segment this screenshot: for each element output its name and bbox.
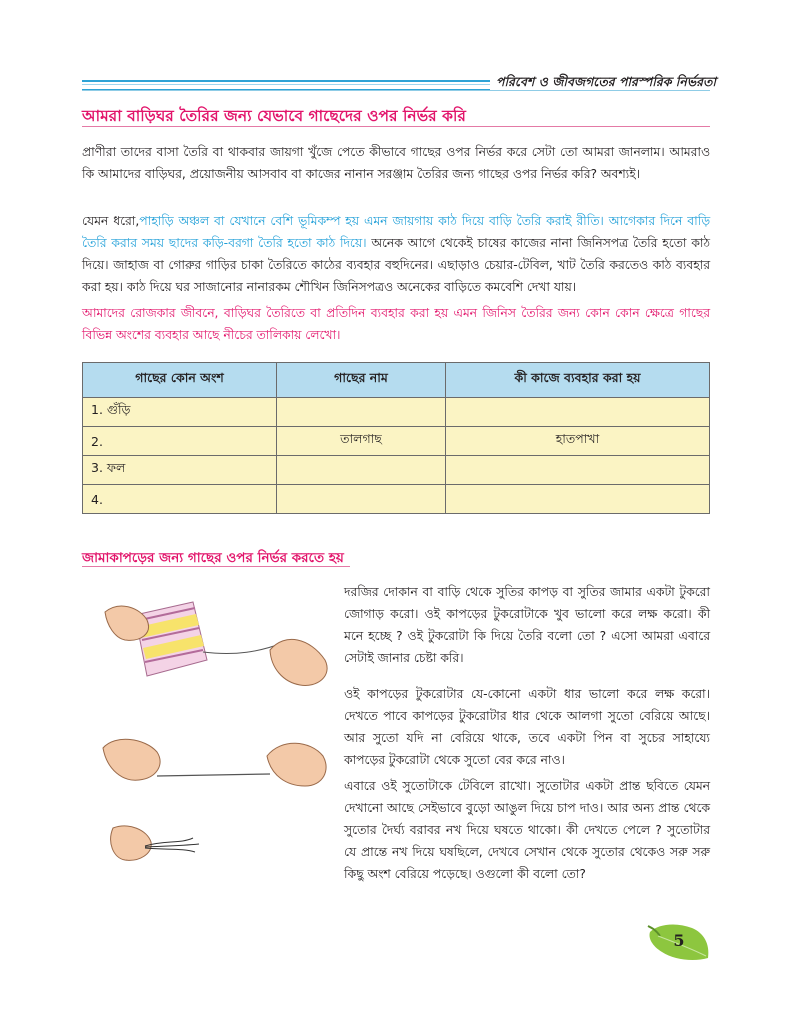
paragraph-cloth-edge: ওই কাপড়ের টুকরোটার যে-কোনো একটা ধার ভালো করে লক্ষ করো। দেখতে পাবে কাপড়ের টুকরোটার ধার থেকে আলগা সুতো বেরিয়ে আছে। আর সুতো যদি না বেরিয়ে থাকে, তবে একটা পিন বা সুচের সাহায্যে কাপড়ের টুকরোটা থেকে সুতো বের করে নাও। xyxy=(344,687,710,767)
table-cell[interactable] xyxy=(446,485,710,514)
table-cell[interactable]: 1. গুঁড়ি xyxy=(83,398,277,427)
activity-instruction: আমাদের রোজকার জীবনে, বাড়িঘর তৈরিতে বা প্রতিদিন ব্যবহার করা হয় এমন জিনিস তৈরির জন্য কোন কোন ক্ষেত্রে গাছের বিভিন্ন অংশের ব্যবহার আছে নীচের তালিকায় লেখো। xyxy=(82,306,710,342)
table-header-row xyxy=(83,363,710,398)
header-tree-name: গাছের নাম xyxy=(277,363,446,398)
finger xyxy=(111,826,152,860)
right-hand xyxy=(267,743,326,786)
page-number-badge xyxy=(646,918,712,964)
left-hand xyxy=(105,606,148,640)
cloth-thread-illustration xyxy=(95,590,335,710)
thread-line xyxy=(157,774,270,776)
page-number: 5 xyxy=(673,931,685,950)
paragraph-continuation: অনেক আগে থেকেই চাষের কাজের নানা জিনিসপত্র তৈরি হতো কাঠ দিয়ে। জাহাজ বা গোরুর গাড়ির চাকা তৈরিতে কাঠের ব্যবহার বহুদিনের। এছাড়াও চেয়ার-টেবিল, খাট তৈরি করতেও কাঠ ব্যবহার করা হয়। কাঠ দিয়ে ঘর সাজানোর নানারকম শৌখিন জিনিসপত্রও অনেকের বাড়িতে কমবেশি দেখা যায়। xyxy=(82,236,710,294)
paragraph-wood-uses xyxy=(82,210,710,298)
paragraph-cloth-collect: দরজির দোকান বা বাড়ি থেকে সুতির কাপড় বা সুতির জামার একটা টুকরো জোগাড় করো। ওই কাপড়ের টুকরোটাকে খুব ভালো করে লক্ষ করো। কী মনে হচ্ছে ? ওই টুকরোটা কি দিয়ে তৈরি বলো তো ? এসো আমরা এবারে সেটাই জানার চেষ্টা করি। xyxy=(344,585,710,665)
frayed-fibre-illustration xyxy=(95,818,235,868)
paragraph-thread-rub: এবারে ওই সুতোটাকে টেবিলে রাখো। সুতোটার একটা প্রান্ত ছবিতে যেমন দেখানো আছে সেইভাবে বুড়ো আঙুল দিয়ে চাপ দাও। আর অন্য প্রান্ত থেকে সুতোর দৈর্ঘ্য বরাবর নখ দিয়ে ঘষতে থাকো। কী দেখতে পেলে ? সুতোটার যে প্রান্তে নখ দিয়ে ঘষছিলে, দেখবে সেখান থেকে সুতোর থেকেও সরু সরু কিছু অংশ বেরিয়ে পড়েছে। ওগুলো কী বলো তো? xyxy=(344,779,710,881)
table-cell[interactable] xyxy=(277,398,446,427)
table-cell[interactable] xyxy=(277,456,446,485)
paragraph-intro: প্রাণীরা তাদের বাসা তৈরি বা থাকবার জায়গা খুঁজে পেতে কীভাবে গাছের ওপর নির্ভর করে সেটা তো আমরা জানলাম। আমরাও কি আমাদের বাড়িঘর, প্রয়োজনীয় আসবাব বা কাজের নানান সরঞ্জাম তৈরির জন্য গাছের ওপর নির্ভর করি? অবশ্যই। xyxy=(82,145,710,181)
subsection-underline xyxy=(82,566,350,567)
table-cell[interactable]: হাতপাখা xyxy=(446,427,710,456)
thread-stretch-illustration xyxy=(95,728,335,798)
header-usage: কী কাজে ব্যবহার করা হয় xyxy=(446,363,710,398)
left-hand xyxy=(103,739,160,780)
table-cell[interactable] xyxy=(446,456,710,485)
header-tree-part: গাছের কোন অংশ xyxy=(83,363,277,398)
table-cell[interactable]: তালগাছ xyxy=(277,427,446,456)
table-row xyxy=(83,398,710,427)
header-rule xyxy=(82,90,710,91)
table-row xyxy=(83,485,710,514)
table-cell[interactable] xyxy=(277,485,446,514)
highlighted-text: পাহাড়ি অঞ্চল বা যেখানে বেশি ভূমিকম্প হয় এমন জায়গায় কাঠ দিয়ে বাড়ি তৈরি করাই রীতি। আগেকার দিনে বাড়ি তৈরি করার সময় ছাদের কড়ি-বরগা তৈরি হতো কাঠ দিয়ে। xyxy=(82,214,710,250)
right-hand xyxy=(270,639,327,685)
cloth-piece xyxy=(135,602,207,676)
table-row xyxy=(83,427,710,456)
fibre-strands xyxy=(145,838,199,852)
subsection-title: জামাকাপড়ের জন্য গাছের ওপর নির্ভর করতে হয় xyxy=(82,550,344,566)
paragraph-lead: যেমন ধরো, xyxy=(82,214,140,228)
table-cell[interactable]: 3. ফল xyxy=(83,456,277,485)
table-row xyxy=(83,456,710,485)
table-cell[interactable] xyxy=(446,398,710,427)
table-cell[interactable]: 4. xyxy=(83,485,277,514)
section-title: আমরা বাড়িঘর তৈরির জন্য যেভাবে গাছেদের ওপর নির্ভর করি xyxy=(82,107,466,125)
running-head: পরিবেশ ও জীবজগতের পারস্পরিক নির্ভরতা xyxy=(496,74,717,89)
title-underline xyxy=(82,126,710,127)
table-cell[interactable]: 2. xyxy=(83,427,277,456)
tree-parts-table xyxy=(82,362,710,514)
